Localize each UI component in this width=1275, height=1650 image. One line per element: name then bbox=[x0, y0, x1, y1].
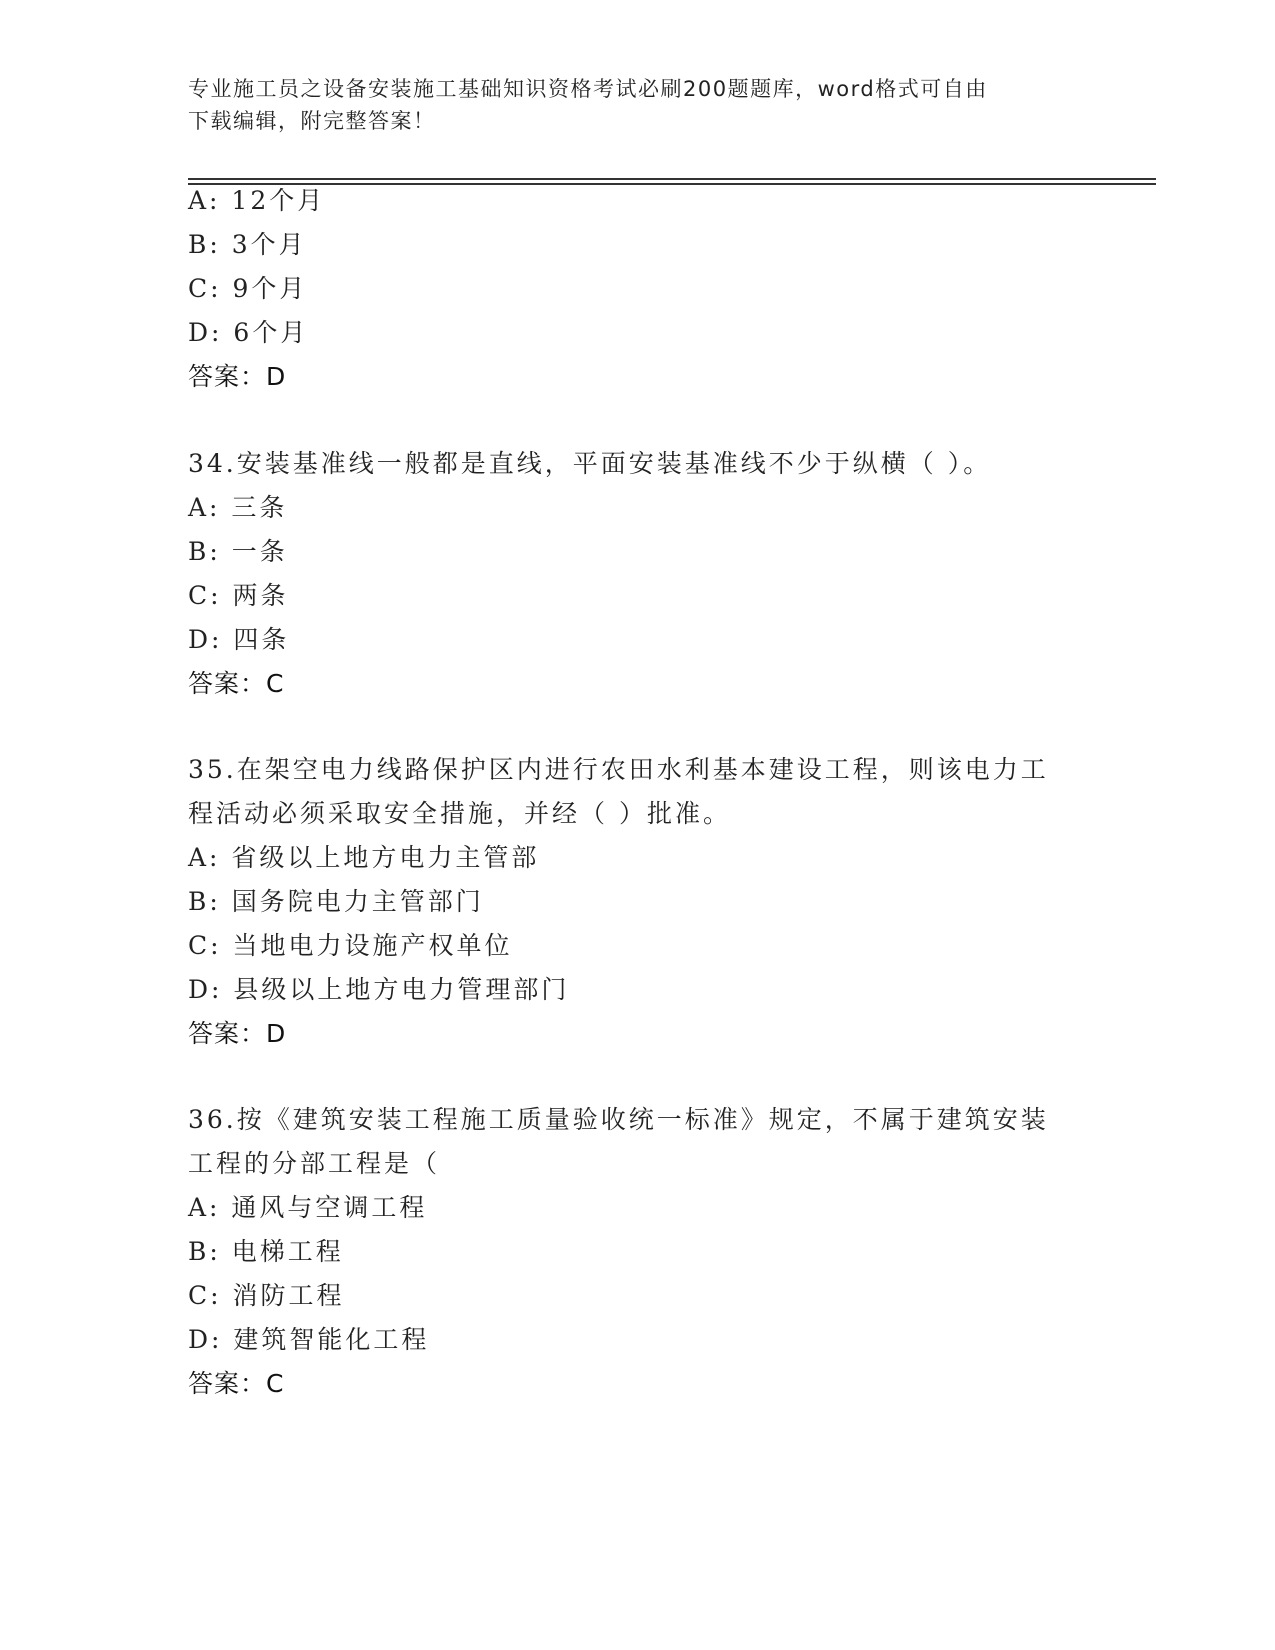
q35-option-c: C: 当地电力设施产权单位 bbox=[188, 931, 513, 960]
q33-option-c: C: 9个月 bbox=[188, 274, 308, 303]
q36-option-c: C: 消防工程 bbox=[188, 1281, 345, 1310]
q34-answer: 答案：C bbox=[188, 669, 285, 698]
q35-option-d: D: 县级以上地方电力管理部门 bbox=[188, 975, 570, 1004]
q36-answer: 答案：C bbox=[188, 1369, 285, 1398]
q34-option-d: D: 四条 bbox=[188, 625, 290, 654]
q36-question-line-2: 工程的分部工程是（ bbox=[188, 1149, 441, 1178]
q35-question-line-1: 35.在架空电力线路保护区内进行农田水利基本建设工程，则该电力工 bbox=[188, 755, 1049, 784]
q34-option-a: A: 三条 bbox=[188, 493, 288, 522]
q36-option-b: B: 电梯工程 bbox=[188, 1237, 344, 1266]
header-line-1: 专业施工员之设备安装施工基础知识资格考试必刷200题题库，word格式可自由 bbox=[188, 77, 988, 101]
header-divider-top bbox=[188, 178, 1156, 180]
q36-option-d: D: 建筑智能化工程 bbox=[188, 1325, 430, 1354]
q36-option-a: A: 通风与空调工程 bbox=[188, 1193, 428, 1222]
q33-option-b: B: 3个月 bbox=[188, 230, 307, 259]
q33-answer: 答案：D bbox=[188, 362, 287, 391]
document-header bbox=[188, 73, 1068, 137]
q35-question-line-2: 程活动必须采取安全措施，并经（ ）批准。 bbox=[188, 799, 731, 828]
q35-option-a: A: 省级以上地方电力主管部 bbox=[188, 843, 540, 872]
q34-option-b: B: 一条 bbox=[188, 537, 288, 566]
header-line-2: 下载编辑，附完整答案！ bbox=[188, 109, 436, 133]
q36-question-line-1: 36.按《建筑安装工程施工质量验收统一标准》规定，不属于建筑安装 bbox=[188, 1105, 1049, 1134]
q34-option-c: C: 两条 bbox=[188, 581, 289, 610]
q33-option-d: D: 6个月 bbox=[188, 318, 309, 347]
q34-question: 34.安装基准线一般都是直线，平面安装基准线不少于纵横（ ）。 bbox=[188, 449, 992, 478]
q35-option-b: B: 国务院电力主管部门 bbox=[188, 887, 484, 916]
q35-answer: 答案：D bbox=[188, 1019, 287, 1048]
q33-option-a: A: 12个月 bbox=[188, 186, 326, 215]
